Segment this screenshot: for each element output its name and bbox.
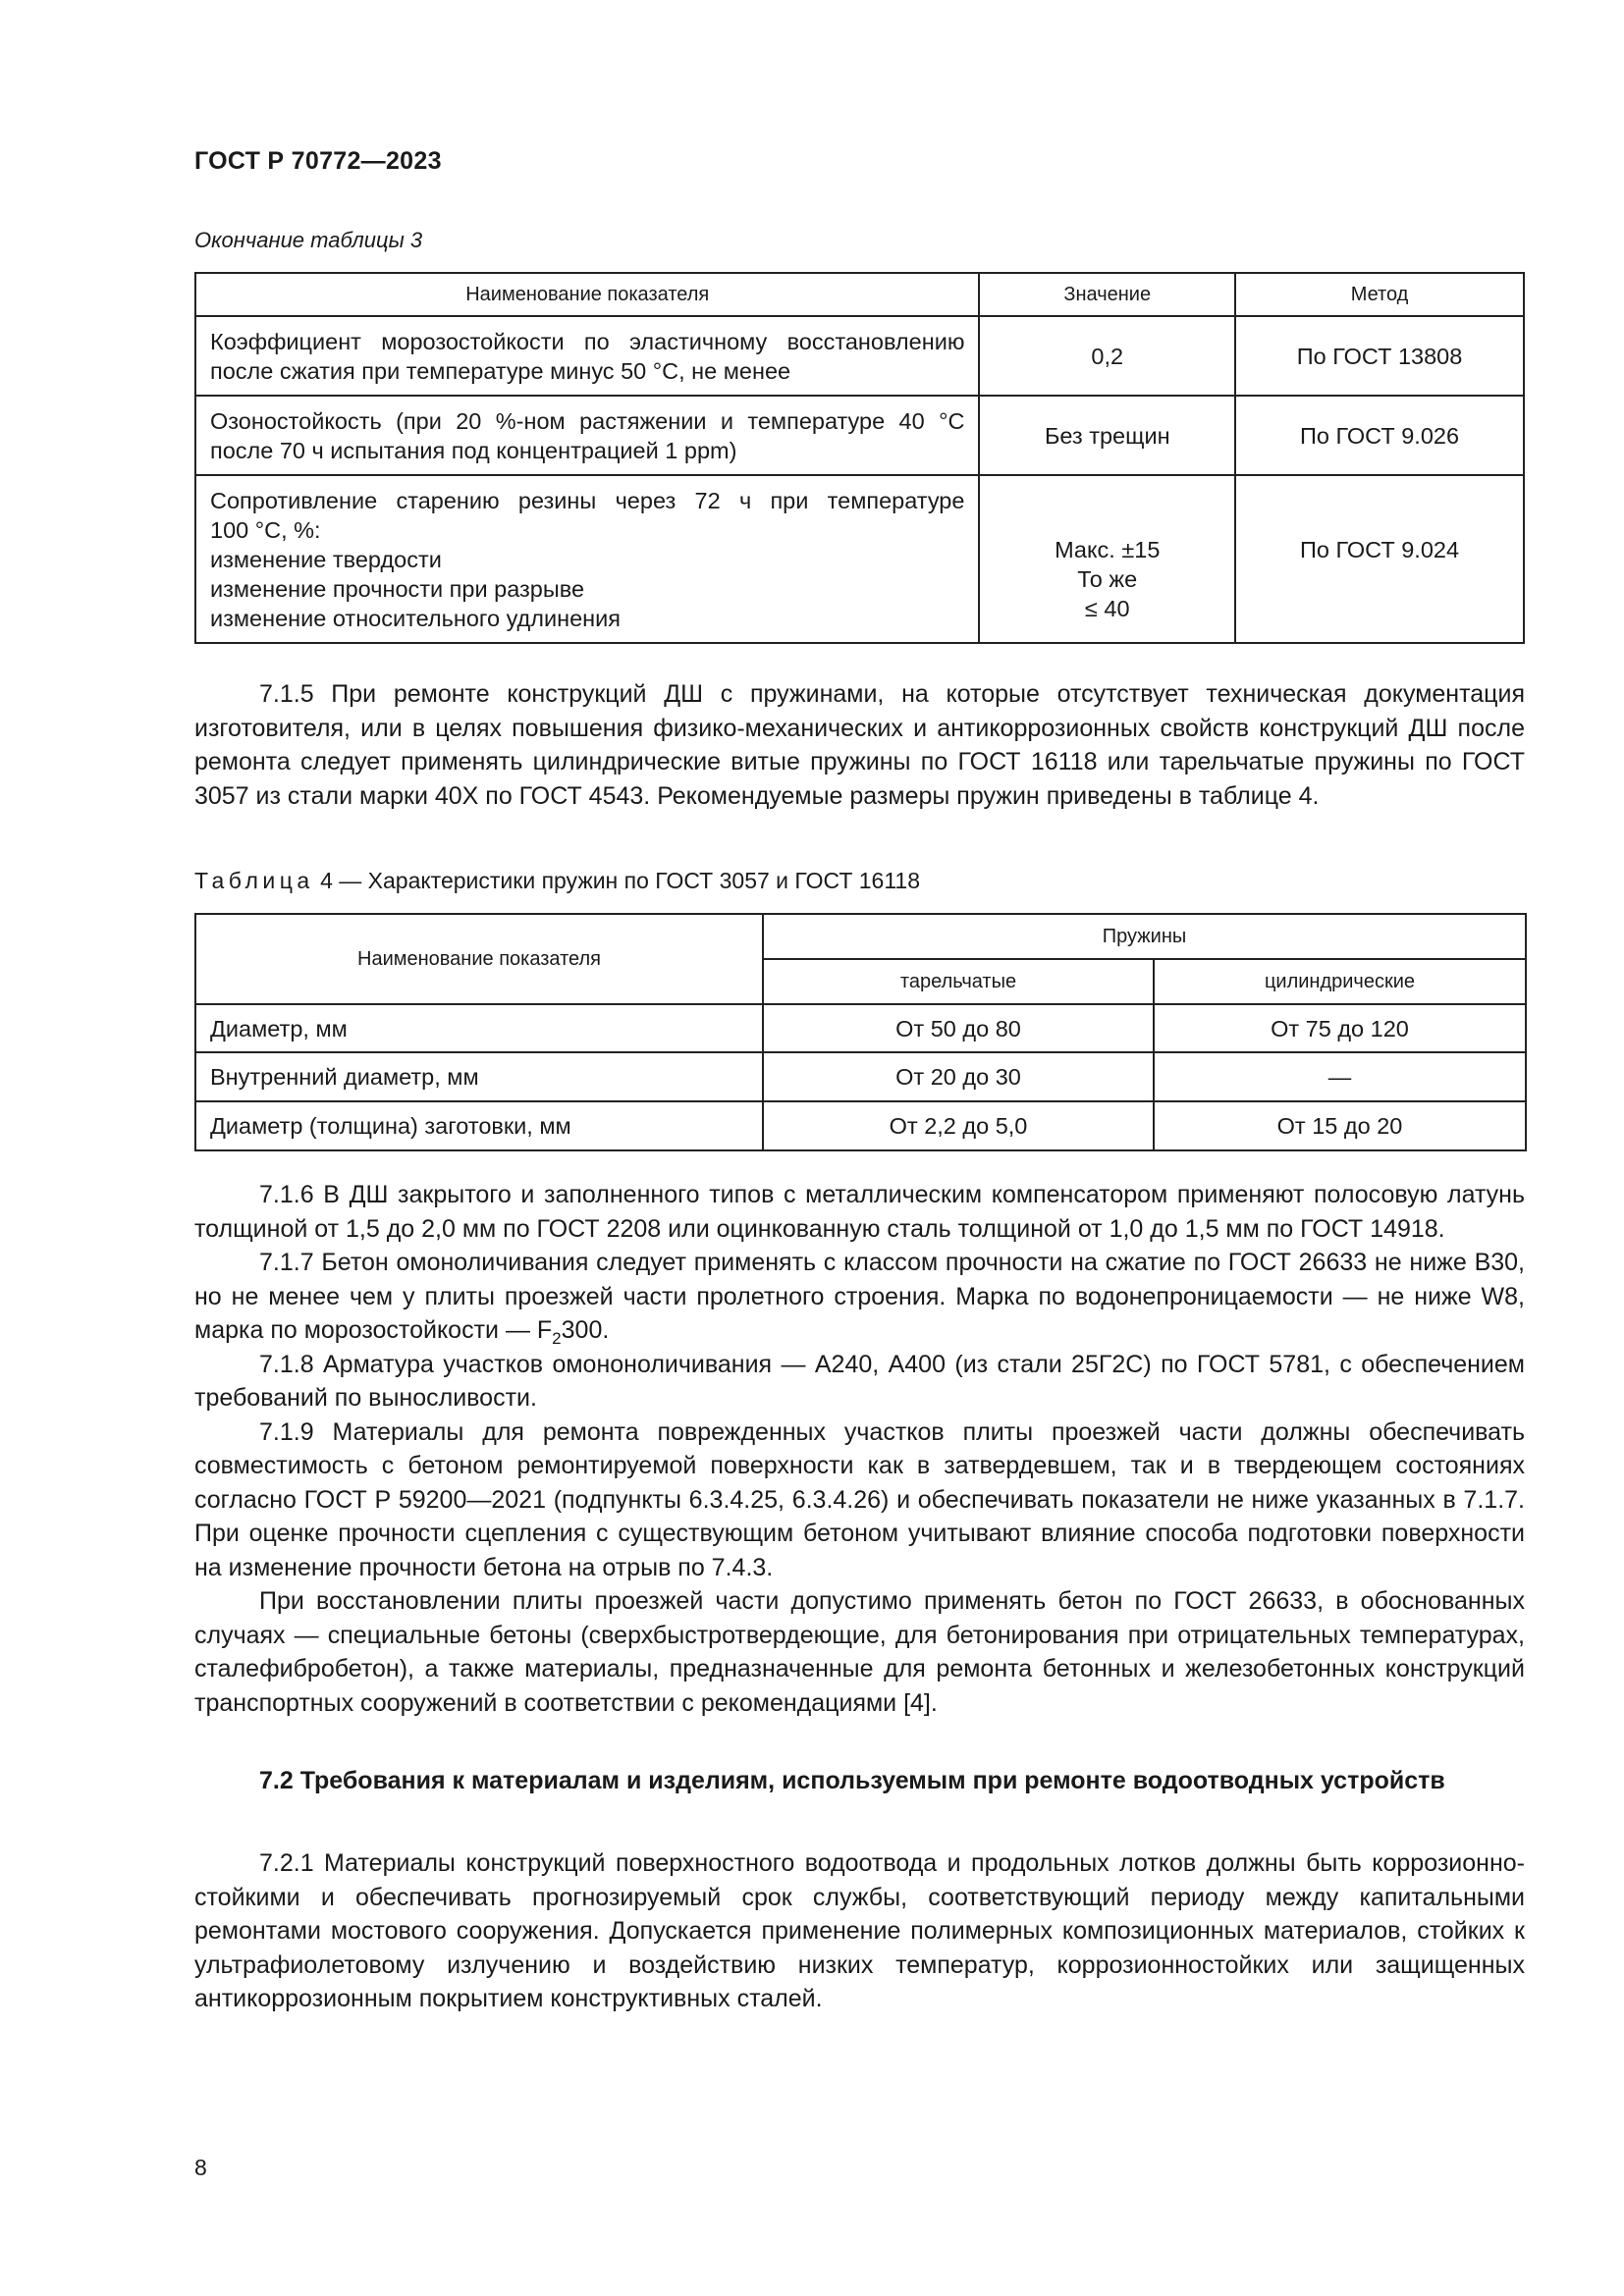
- paragraph-7-2-1: 7.2.1 Материалы конструкций поверхностного водоотвода и продольных лотков должны быть коррозионно-стойкими и обеспечивать прогнозируемый срок службы, соответствующий периоду между капитальными ремонтами мостового сооружения. Допускается применение полимерных композиционных материалов, стойких к ультрафиолетовому излучению и воздействию низких температур, коррозионностойких или защищенных антикоррозионным покрытием конструктивных сталей.: [194, 1849, 1525, 2012]
- paragraph-7-1-9: 7.1.9 Материалы для ремонта поврежденных участков плиты проезжей части должны обеспечивать совместимость с бетоном ремонтируемой поверхности как в затвердевшем, так и в твердеющем состояниях согласно ГОСТ Р 59200—2021 (подпункты 6.3.4.25, 6.3.4.26) и обеспечивать показатели не ниже указанных в 7.1.7. При оценке прочности сцепления с существующим бетоном учитывают влияние способа подготовки поверхности на изменение прочности бетона на отрыв по 7.4.3.: [194, 1417, 1525, 1581]
- paragraph-7-1-6: 7.1.6 В ДШ закрытого и заполненного типов с металлическим компенсатором применяют полосовую латунь толщиной от 1,5 до 2,0 мм по ГОСТ 2208 или оцинкованную сталь толщиной от 1,0 до 1,5 мм по ГОСТ 14918.: [194, 1181, 1525, 1243]
- paragraphs-7-1-6-to-7-1-9: [194, 1178, 1525, 1720]
- table4-cell-disc: От 20 до 30: [763, 1052, 1154, 1101]
- paragraph-restoration: При восстановлении плиты проезжей части допустимо применять бетон по ГОСТ 26633, в обоснованных случаях — специальные бетоны (сверхбыстротвердеющие, для бетонирования при отрицательных температурах, сталефибробетон), а также материалы, предназначенные для ремонта бетонных и железобетонных конструкций транспортных сооружений в соответствии с рекомендациями [4].: [194, 1587, 1525, 1717]
- table4-header-name: Наименование показателя: [195, 914, 763, 1004]
- paragraph-7-1-8: 7.1.8 Арматура участков омононоличивания — А240, А400 (из стали 25Г2С) по ГОСТ 5781, с обеспечением требований по выносливости.: [194, 1350, 1525, 1412]
- paragraph-7-1-7: 7.1.7 Бетон омоноличивания следует применять с классом прочности на сжатие по ГОСТ 26633 не ниже В30, но не менее чем у плиты проезжей части пролетного строения. Марка по водонепроницаемости — не ниже W8, марка по морозостойкости — $F_2300$.: [194, 1249, 1525, 1348]
- table-row: [195, 396, 1524, 475]
- table-row: [195, 1101, 1526, 1150]
- table3-header-name: Наименование показателя: [195, 273, 979, 316]
- table3-header-row: [195, 273, 1524, 316]
- table4-cell-name: Диаметр, мм: [195, 1004, 763, 1052]
- table-row: [195, 475, 1524, 643]
- table3-cell-method: По ГОСТ 9.026: [1235, 396, 1524, 475]
- table3-header-value: Значение: [979, 273, 1235, 316]
- table4-cell-name: Внутренний диаметр, мм: [195, 1052, 763, 1101]
- table3-cell-name: Озоностойкость (при 20 %-ном растяжении и температуре 40 °С после 70 ч испытания под концентрацией 1 ppm): [195, 396, 979, 475]
- table4-subheader-disc: тарельчатые: [763, 959, 1154, 1004]
- table-4: [194, 913, 1527, 1151]
- table4-cell-coil: —: [1154, 1052, 1526, 1101]
- page-number: 8: [194, 2155, 207, 2180]
- table-3: [194, 272, 1525, 644]
- table4-cell-name: Диаметр (толщина) заготовки, мм: [195, 1101, 763, 1150]
- table3-cell-name: Коэффициент морозостойкости по эластичному восстановлению после сжатия при температуре минус 50 °С, не менее: [195, 316, 979, 396]
- table-row: [195, 1052, 1526, 1101]
- section-heading-7-2: 7.2 Требования к материалам и изделиям, используемым при ремонте водоотводных устройств: [259, 1767, 1445, 1794]
- table3-cell-value: Макс. ±15 То же ≤ 40: [979, 475, 1235, 643]
- table3-cell-method: По ГОСТ 9.024: [1235, 475, 1524, 643]
- document-code: ГОСТ Р 70772—2023: [194, 147, 442, 175]
- table4-cell-disc: От 2,2 до 5,0: [763, 1101, 1154, 1150]
- table4-subheader-coil: цилиндрические: [1154, 959, 1526, 1004]
- table3-cell-value: Без трещин: [979, 396, 1235, 475]
- table3-continuation-caption: Окончание таблицы 3: [194, 228, 423, 252]
- table4-cell-coil: От 75 до 120: [1154, 1004, 1526, 1052]
- table4-caption: Таблица 4 — Характеристики пружин по ГОСТ 3057 и ГОСТ 16118: [194, 868, 921, 893]
- paragraph-7-1-5: 7.1.5 При ремонте конструкций ДШ с пружинами, на которые отсутствует техническая документация изготовителя, или в целях повышения физико-механических и антикоррозионных свойств конструкций ДШ после ремонта следует применять цилиндрические витые пружины по ГОСТ 16118 или тарельчатые пружины по ГОСТ 3057 из стали марки 40Х по ГОСТ 4543. Рекомендуемые размеры пружин приведены в таблице 4.: [194, 680, 1525, 810]
- table4-header-group: Пружины: [763, 914, 1526, 959]
- table4-header-row: [195, 914, 1526, 959]
- table3-cell-value: 0,2: [979, 316, 1235, 396]
- table-row: [195, 316, 1524, 396]
- table4-cell-coil: От 15 до 20: [1154, 1101, 1526, 1150]
- table3-cell-name: Сопротивление старению резины через 72 ч при температуре 100 °С, %: изменение твердости изменение прочности при разрыве изменение относительного удлинения: [195, 475, 979, 643]
- table3-header-method: Метод: [1235, 273, 1524, 316]
- table4-cell-disc: От 50 до 80: [763, 1004, 1154, 1052]
- table-row: [195, 1004, 1526, 1052]
- table3-cell-method: По ГОСТ 13808: [1235, 316, 1524, 396]
